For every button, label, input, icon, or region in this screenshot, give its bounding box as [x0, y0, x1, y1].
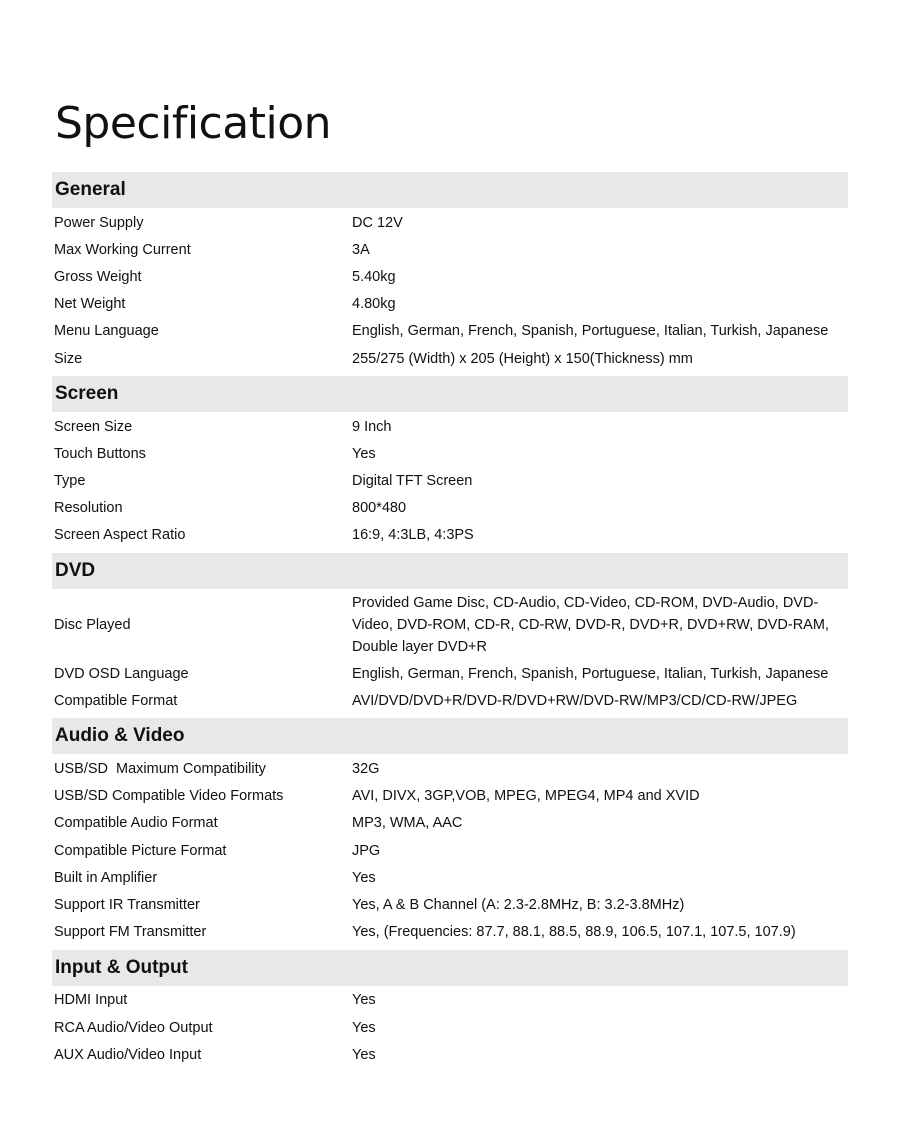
section-header: Input & Output	[52, 950, 848, 986]
spec-value: Yes	[352, 869, 376, 886]
spec-label: HDMI Input	[54, 992, 128, 1009]
spec-row-compatible-picture-format	[52, 837, 848, 864]
spec-label: Menu Language	[54, 323, 159, 340]
spec-label: Disc Played	[54, 617, 131, 634]
spec-label: Max Working Current	[54, 241, 191, 258]
spec-value: 800*480	[352, 500, 407, 517]
spec-value: English, German, French, Spanish, Portuguese, Italian, Turkish, Japanese	[352, 665, 829, 682]
section-audio-video	[52, 718, 848, 949]
spec-value: AVI, DIVX, 3GP,VOB, MPEG, MPEG4, MP4 and XVID	[352, 788, 700, 805]
spec-row-disc-played	[52, 590, 848, 660]
spec-label: Support FM Transmitter	[54, 924, 207, 941]
spec-value: Yes, (Frequencies: 87.7, 88.1, 88.5, 88.9, 106.5, 107.1, 107.5, 107.9)	[352, 924, 796, 941]
spec-row-screen-size	[52, 413, 848, 440]
spec-label: Screen Aspect Ratio	[54, 527, 186, 544]
spec-value: Yes	[352, 445, 376, 462]
spec-label: Touch Buttons	[54, 445, 146, 462]
spec-value: 4.80kg	[352, 296, 396, 313]
spec-value: DC 12V	[352, 214, 403, 231]
spec-row-rca-av-output	[52, 1014, 848, 1041]
section-header: DVD	[52, 553, 848, 589]
spec-value: 3A	[352, 241, 370, 258]
spec-value: Provided Game Disc, CD-Audio, CD-Video, CD-ROM, DVD-Audio, DVD-Video, DVD-ROM, CD-R, CD-RW, DVD-R, DVD+R, DVD+RW, DVD-RAM, Double layer DVD+R	[352, 595, 829, 656]
spec-row-usb-sd-video-formats	[52, 783, 848, 810]
spec-row-menu-language	[52, 318, 848, 345]
spec-row-fm-transmitter	[52, 919, 848, 946]
spec-label: DVD OSD Language	[54, 665, 189, 682]
spec-value: 9 Inch	[352, 418, 392, 435]
spec-value: Yes, A & B Channel (A: 2.3-2.8MHz, B: 3.2-3.8MHz)	[352, 896, 685, 913]
spec-value: 32G	[352, 761, 380, 778]
spec-label: USB/SD Maximum Compatibility	[54, 761, 266, 778]
spec-label: Screen Size	[54, 418, 133, 435]
section-header: General	[52, 172, 848, 208]
spec-label: Compatible Picture Format	[54, 842, 227, 859]
spec-row-compatible-format	[52, 687, 848, 714]
spec-row-size	[52, 345, 848, 372]
spec-label: Gross Weight	[54, 268, 142, 285]
spec-label: AUX Audio/Video Input	[54, 1046, 202, 1063]
spec-row-touch-buttons	[52, 440, 848, 467]
spec-label: Net Weight	[54, 296, 126, 313]
spec-row-compatible-audio-format	[52, 810, 848, 837]
spec-row-dvd-osd-language	[52, 660, 848, 687]
spec-row-max-working-current	[52, 236, 848, 263]
section-general	[52, 172, 848, 376]
section-input-output	[52, 950, 848, 1073]
spec-label: Size	[54, 350, 83, 367]
spec-table	[52, 172, 848, 1072]
spec-label: Support IR Transmitter	[54, 896, 200, 913]
spec-value: Digital TFT Screen	[352, 473, 473, 490]
section-screen	[52, 376, 848, 553]
spec-row-resolution	[52, 495, 848, 522]
spec-label: USB/SD Compatible Video Formats	[54, 788, 284, 805]
spec-value: English, German, French, Spanish, Portuguese, Italian, Turkish, Japanese	[352, 323, 829, 340]
spec-row-power-supply	[52, 209, 848, 236]
spec-value: Yes	[352, 1019, 376, 1036]
section-header: Screen	[52, 376, 848, 412]
spec-row-hdmi-input	[52, 987, 848, 1014]
section-dvd	[52, 553, 848, 718]
spec-label: RCA Audio/Video Output	[54, 1019, 213, 1036]
spec-row-gross-weight	[52, 263, 848, 290]
spec-row-aux-av-input	[52, 1041, 848, 1068]
spec-value: AVI/DVD/DVD+R/DVD-R/DVD+RW/DVD-RW/MP3/CD/CD-RW/JPEG	[352, 692, 798, 709]
spec-value: MP3, WMA, AAC	[352, 815, 463, 832]
spec-row-ir-transmitter	[52, 891, 848, 918]
spec-value: 16:9, 4:3LB, 4:3PS	[352, 527, 474, 544]
spec-value: Yes	[352, 992, 376, 1009]
spec-row-type	[52, 468, 848, 495]
spec-row-usb-sd-max-compatibility	[52, 755, 848, 782]
spec-label: Compatible Format	[54, 692, 178, 709]
page-title: Specification	[55, 98, 331, 149]
spec-value: 5.40kg	[352, 268, 396, 285]
spec-row-net-weight	[52, 291, 848, 318]
spec-row-built-in-amplifier	[52, 864, 848, 891]
spec-row-screen-aspect-ratio	[52, 522, 848, 549]
spec-label: Type	[54, 473, 86, 490]
spec-value: JPG	[352, 842, 381, 859]
spec-label: Built in Amplifier	[54, 869, 158, 886]
spec-value: Yes	[352, 1046, 376, 1063]
section-header: Audio & Video	[52, 718, 848, 754]
spec-label: Compatible Audio Format	[54, 815, 218, 832]
spec-label: Resolution	[54, 500, 123, 517]
spec-label: Power Supply	[54, 214, 144, 231]
spec-value: 255/275 (Width) x 205 (Height) x 150(Thickness) mm	[352, 350, 693, 367]
